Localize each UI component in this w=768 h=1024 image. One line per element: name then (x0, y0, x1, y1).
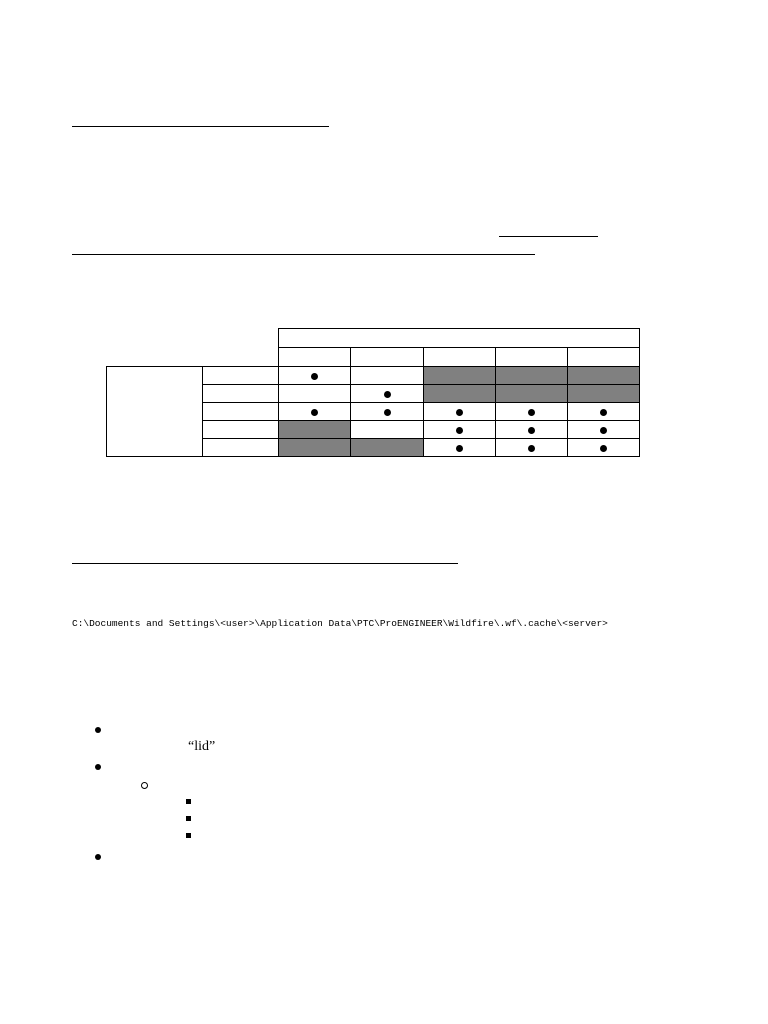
heading-underline-3 (72, 563, 458, 564)
matrix-cell-shaded (496, 385, 568, 403)
bullet-icon (95, 764, 101, 770)
matrix-cell-checked (496, 403, 568, 421)
matrix-cell-checked (424, 421, 496, 439)
filled-circle-icon (456, 445, 463, 452)
cache-path-code: C:\Documents and Settings\<user>\Application Data\PTC\ProENGINEER\Wildfire\.wf\.cache\<server> (72, 618, 608, 629)
matrix-cell-checked (351, 403, 424, 421)
matrix-cell-empty (351, 421, 424, 439)
matrix-row (107, 367, 640, 385)
square-bullet-icon (186, 799, 191, 804)
matrix-col-header (351, 348, 424, 367)
matrix-row-label (203, 439, 279, 457)
matrix-cell-shaded (351, 439, 424, 457)
matrix-col-header (568, 348, 640, 367)
filled-circle-icon (528, 445, 535, 452)
link-underline (499, 236, 598, 237)
matrix-cell-checked (424, 403, 496, 421)
filled-circle-icon (456, 427, 463, 434)
heading-underline-1 (72, 126, 329, 127)
matrix-column-headers (107, 348, 640, 367)
matrix-cell-checked (568, 403, 640, 421)
matrix-cell-empty (279, 385, 351, 403)
filled-circle-icon (384, 409, 391, 416)
matrix-cell-checked (568, 439, 640, 457)
heading-underline-2 (72, 254, 535, 255)
matrix-cell-shaded (568, 385, 640, 403)
matrix-cell-checked (496, 439, 568, 457)
filled-circle-icon (600, 445, 607, 452)
matrix-cell-shaded (496, 367, 568, 385)
square-bullet-icon (186, 833, 191, 838)
permission-matrix (106, 328, 640, 457)
matrix-cell-checked (568, 421, 640, 439)
square-bullet-icon (186, 816, 191, 821)
matrix-cell-checked (279, 403, 351, 421)
matrix-header-top-row (107, 329, 640, 348)
filled-circle-icon (528, 409, 535, 416)
filled-circle-icon (528, 427, 535, 434)
matrix-row-label (203, 367, 279, 385)
matrix-cell-shaded (424, 385, 496, 403)
matrix-cell-empty (351, 367, 424, 385)
filled-circle-icon (311, 373, 318, 380)
filled-circle-icon (311, 409, 318, 416)
matrix-cell-shaded (279, 421, 351, 439)
bullet-icon (95, 854, 101, 860)
matrix-col-header (424, 348, 496, 367)
filled-circle-icon (600, 409, 607, 416)
matrix-header-top (279, 329, 640, 348)
matrix-row-label (203, 403, 279, 421)
matrix-cell-checked (496, 421, 568, 439)
matrix-cell-checked (279, 367, 351, 385)
matrix-cell-checked (424, 439, 496, 457)
matrix-row-label (203, 385, 279, 403)
sub-bullet-circle-icon (141, 782, 148, 789)
filled-circle-icon (456, 409, 463, 416)
matrix-cell-checked (351, 385, 424, 403)
matrix-cell-shaded (424, 367, 496, 385)
matrix-body (107, 367, 640, 457)
filled-circle-icon (600, 427, 607, 434)
matrix-group-label (107, 367, 203, 457)
matrix-cell-shaded (568, 367, 640, 385)
lid-text: “lid” (188, 739, 216, 754)
matrix-col-header (279, 348, 351, 367)
bullet-icon (95, 727, 101, 733)
matrix-row-label (203, 421, 279, 439)
filled-circle-icon (384, 391, 391, 398)
matrix-col-header (496, 348, 568, 367)
matrix-cell-shaded (279, 439, 351, 457)
